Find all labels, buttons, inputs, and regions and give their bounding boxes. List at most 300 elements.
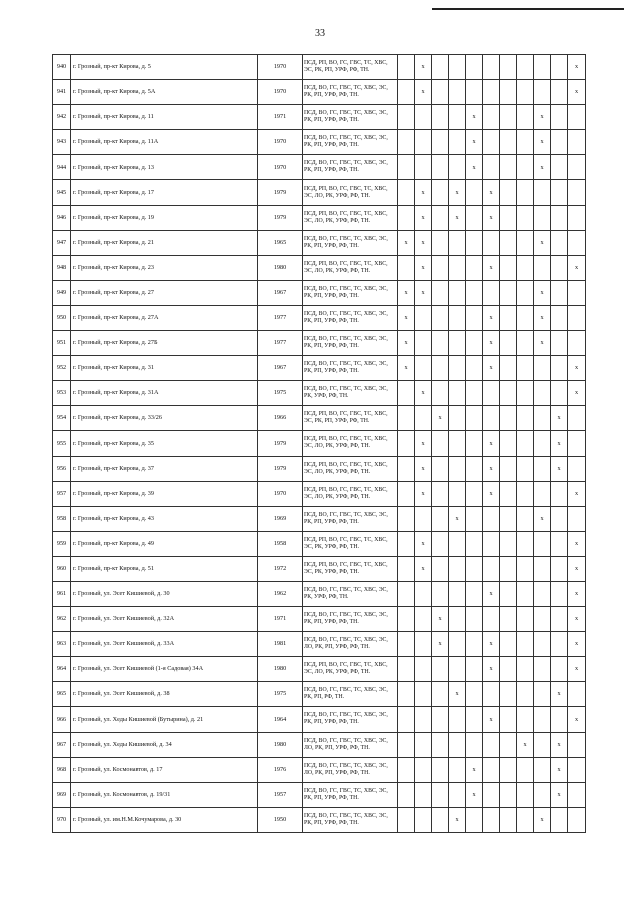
mark-cell xyxy=(534,707,551,732)
year-cell: 1964 xyxy=(258,707,303,732)
year-cell: 1975 xyxy=(258,682,303,707)
mark-cell xyxy=(415,632,432,657)
mark-cell xyxy=(534,481,551,506)
mark-cell xyxy=(534,556,551,581)
address-cell: г. Грозный, ул. Эсет Кишиевой, д. 30 xyxy=(71,581,258,606)
table-row xyxy=(53,406,586,431)
table-row xyxy=(53,305,586,330)
mark-cell xyxy=(415,682,432,707)
mark-cell: x xyxy=(398,356,415,381)
row-number: 952 xyxy=(53,356,71,381)
mark-cell xyxy=(500,506,517,531)
mark-cell: x xyxy=(568,55,586,80)
mark-cell xyxy=(449,732,466,757)
mark-cell: x xyxy=(534,807,551,832)
row-number: 953 xyxy=(53,381,71,406)
mark-cell: x xyxy=(449,807,466,832)
works-cell: ПСД, РП, ВО, ГС, ГВС, ТС, ХВС, ЭС, РК, УРФ, РФ, ТН. xyxy=(303,531,398,556)
mark-cell xyxy=(500,255,517,280)
mark-cell: x xyxy=(466,782,483,807)
mark-cell xyxy=(449,230,466,255)
mark-cell xyxy=(517,632,534,657)
mark-cell xyxy=(466,556,483,581)
mark-cell xyxy=(398,657,415,682)
address-cell: г. Грозный, ул. Хеды Кишиевой (Бутырина), д. 21 xyxy=(71,707,258,732)
mark-cell xyxy=(398,255,415,280)
mark-cell xyxy=(432,581,449,606)
mark-cell xyxy=(500,657,517,682)
table-row xyxy=(53,556,586,581)
year-cell: 1976 xyxy=(258,757,303,782)
mark-cell: x xyxy=(415,255,432,280)
mark-cell xyxy=(483,280,500,305)
mark-cell xyxy=(449,531,466,556)
mark-cell: x xyxy=(483,356,500,381)
works-cell: ПСД, РП, ВО, ГС, ГВС, ТС, ХВС, ЭС, ЛО, РК, УРФ, РФ, ТН. xyxy=(303,255,398,280)
mark-cell: x xyxy=(415,431,432,456)
table-row xyxy=(53,456,586,481)
mark-cell xyxy=(551,607,568,632)
mark-cell xyxy=(466,180,483,205)
mark-cell xyxy=(534,782,551,807)
mark-cell xyxy=(466,732,483,757)
mark-cell xyxy=(568,456,586,481)
mark-cell: x xyxy=(483,657,500,682)
row-number: 964 xyxy=(53,657,71,682)
mark-cell xyxy=(398,682,415,707)
mark-cell xyxy=(432,657,449,682)
mark-cell: x xyxy=(568,707,586,732)
mark-cell xyxy=(449,632,466,657)
mark-cell xyxy=(466,431,483,456)
row-number: 967 xyxy=(53,732,71,757)
mark-cell xyxy=(466,381,483,406)
table-row xyxy=(53,481,586,506)
mark-cell xyxy=(398,456,415,481)
mark-cell xyxy=(568,130,586,155)
mark-cell xyxy=(568,431,586,456)
mark-cell xyxy=(517,807,534,832)
address-cell: г. Грозный, пр-кт Кирова, д. 31А xyxy=(71,381,258,406)
table-row xyxy=(53,280,586,305)
mark-cell xyxy=(449,305,466,330)
mark-cell xyxy=(398,607,415,632)
mark-cell xyxy=(551,255,568,280)
mark-cell xyxy=(517,757,534,782)
mark-cell xyxy=(551,807,568,832)
address-cell: г. Грозный, пр-кт Кирова, д. 49 xyxy=(71,531,258,556)
mark-cell xyxy=(483,807,500,832)
mark-cell xyxy=(517,280,534,305)
mark-cell: x xyxy=(483,255,500,280)
mark-cell xyxy=(568,155,586,180)
works-cell: ПСД, ВО, ГС, ГВС, ТС, ХВС, ЭС, РК, РП, УРФ, РФ, ТН. xyxy=(303,155,398,180)
mark-cell xyxy=(466,607,483,632)
year-cell: 1980 xyxy=(258,657,303,682)
mark-cell xyxy=(432,255,449,280)
mark-cell xyxy=(432,707,449,732)
year-cell: 1970 xyxy=(258,55,303,80)
mark-cell xyxy=(432,80,449,105)
mark-cell xyxy=(500,782,517,807)
mark-cell xyxy=(534,255,551,280)
mark-cell xyxy=(466,255,483,280)
mark-cell xyxy=(415,607,432,632)
year-cell: 1979 xyxy=(258,205,303,230)
works-cell: ПСД, ВО, ГС, ГВС, ТС, ХВС, ЭС, РК, РП, УРФ, РФ, ТН. xyxy=(303,130,398,155)
mark-cell xyxy=(398,55,415,80)
mark-cell: x xyxy=(517,732,534,757)
mark-cell xyxy=(551,632,568,657)
table-row xyxy=(53,682,586,707)
row-number: 961 xyxy=(53,581,71,606)
mark-cell: x xyxy=(568,632,586,657)
mark-cell xyxy=(466,205,483,230)
mark-cell xyxy=(449,356,466,381)
year-cell: 1958 xyxy=(258,531,303,556)
mark-cell: x xyxy=(483,205,500,230)
top-rule xyxy=(432,8,624,10)
mark-cell: x xyxy=(568,255,586,280)
works-cell: ПСД, ВО, ГС, ГВС, ТС, ХВС, ЭС, РК, РП, УРФ, РФ, ТН. xyxy=(303,80,398,105)
mark-cell xyxy=(432,105,449,130)
row-number: 960 xyxy=(53,556,71,581)
mark-cell xyxy=(534,757,551,782)
mark-cell xyxy=(415,707,432,732)
mark-cell xyxy=(415,331,432,356)
mark-cell xyxy=(466,481,483,506)
mark-cell xyxy=(432,757,449,782)
mark-cell: x xyxy=(483,481,500,506)
mark-cell: x xyxy=(449,205,466,230)
works-cell: ПСД, ВО, ГС, ГВС, ТС, ХВС, ЭС, РК, РП, УРФ, РФ, ТН. xyxy=(303,707,398,732)
mark-cell xyxy=(398,757,415,782)
mark-cell xyxy=(517,782,534,807)
mark-cell: x xyxy=(449,682,466,707)
mark-cell xyxy=(517,130,534,155)
mark-cell xyxy=(534,581,551,606)
mark-cell xyxy=(466,707,483,732)
mark-cell: x xyxy=(568,531,586,556)
mark-cell xyxy=(432,732,449,757)
mark-cell: x xyxy=(483,456,500,481)
row-number: 963 xyxy=(53,632,71,657)
row-number: 942 xyxy=(53,105,71,130)
year-cell: 1970 xyxy=(258,80,303,105)
row-number: 943 xyxy=(53,130,71,155)
mark-cell xyxy=(517,531,534,556)
year-cell: 1957 xyxy=(258,782,303,807)
mark-cell: x xyxy=(483,431,500,456)
mark-cell xyxy=(551,506,568,531)
mark-cell xyxy=(466,305,483,330)
mark-cell xyxy=(517,506,534,531)
mark-cell xyxy=(534,80,551,105)
mark-cell: x xyxy=(551,732,568,757)
table-row xyxy=(53,180,586,205)
mark-cell xyxy=(415,757,432,782)
table-row xyxy=(53,205,586,230)
table-row xyxy=(53,230,586,255)
mark-cell xyxy=(517,581,534,606)
mark-cell xyxy=(483,381,500,406)
mark-cell xyxy=(415,657,432,682)
mark-cell xyxy=(398,707,415,732)
mark-cell xyxy=(500,305,517,330)
mark-cell xyxy=(500,280,517,305)
mark-cell: x xyxy=(483,331,500,356)
row-number: 950 xyxy=(53,305,71,330)
mark-cell xyxy=(568,305,586,330)
mark-cell xyxy=(483,55,500,80)
row-number: 941 xyxy=(53,80,71,105)
mark-cell xyxy=(517,556,534,581)
address-cell: г. Грозный, ул. Космонавтов, д. 19/31 xyxy=(71,782,258,807)
mark-cell xyxy=(500,155,517,180)
mark-cell xyxy=(568,682,586,707)
mark-cell xyxy=(483,757,500,782)
address-cell: г. Грозный, пр-кт Кирова, д. 31 xyxy=(71,356,258,381)
mark-cell: x xyxy=(398,230,415,255)
mark-cell xyxy=(534,55,551,80)
year-cell: 1970 xyxy=(258,481,303,506)
address-cell: г. Грозный, пр-кт Кирова, д. 5 xyxy=(71,55,258,80)
works-cell: ПСД, РП, ВО, ГС, ГВС, ТС, ХВС, ЭС, ЛО, РК, УРФ, РФ, ТН. xyxy=(303,456,398,481)
mark-cell xyxy=(483,732,500,757)
mark-cell: x xyxy=(534,305,551,330)
table-row xyxy=(53,607,586,632)
mark-cell xyxy=(517,381,534,406)
mark-cell: x xyxy=(568,381,586,406)
mark-cell: x xyxy=(568,607,586,632)
works-cell: ПСД, ВО, ГС, ГВС, ТС, ХВС, ЭС, ЛО, РК, РП, УРФ, РФ, ТН. xyxy=(303,757,398,782)
mark-cell xyxy=(500,581,517,606)
mark-cell xyxy=(517,456,534,481)
mark-cell xyxy=(432,356,449,381)
mark-cell xyxy=(517,331,534,356)
works-cell: ПСД, ВО, ГС, ГВС, ТС, ХВС, ЭС, РК, РП, УРФ, РФ, ТН. xyxy=(303,305,398,330)
mark-cell: x xyxy=(415,381,432,406)
mark-cell xyxy=(483,607,500,632)
row-number: 947 xyxy=(53,230,71,255)
address-cell: г. Грозный, пр-кт Кирова, д. 33/26 xyxy=(71,406,258,431)
works-cell: ПСД, РП, ВО, ГС, ГВС, ТС, ХВС, ЭС, ЛО, РК, УРФ, РФ, ТН. xyxy=(303,657,398,682)
mark-cell xyxy=(500,180,517,205)
mark-cell xyxy=(432,456,449,481)
mark-cell: x xyxy=(551,782,568,807)
mark-cell: x xyxy=(415,180,432,205)
year-cell: 1975 xyxy=(258,381,303,406)
mark-cell xyxy=(551,305,568,330)
year-cell: 1979 xyxy=(258,456,303,481)
year-cell: 1980 xyxy=(258,255,303,280)
mark-cell xyxy=(415,305,432,330)
row-number: 940 xyxy=(53,55,71,80)
year-cell: 1967 xyxy=(258,280,303,305)
mark-cell xyxy=(568,807,586,832)
mark-cell xyxy=(500,682,517,707)
mark-cell xyxy=(551,331,568,356)
mark-cell xyxy=(466,581,483,606)
mark-cell xyxy=(449,130,466,155)
mark-cell xyxy=(551,707,568,732)
row-number: 970 xyxy=(53,807,71,832)
table-row xyxy=(53,757,586,782)
mark-cell xyxy=(466,807,483,832)
mark-cell xyxy=(415,155,432,180)
mark-cell xyxy=(449,105,466,130)
mark-cell xyxy=(449,406,466,431)
mark-cell xyxy=(466,506,483,531)
mark-cell: x xyxy=(415,280,432,305)
mark-cell xyxy=(517,607,534,632)
mark-cell: x xyxy=(415,531,432,556)
mark-cell xyxy=(517,230,534,255)
mark-cell xyxy=(500,607,517,632)
mark-cell xyxy=(500,807,517,832)
mark-cell: x xyxy=(483,581,500,606)
mark-cell xyxy=(517,205,534,230)
year-cell: 1967 xyxy=(258,356,303,381)
mark-cell xyxy=(466,230,483,255)
year-cell: 1950 xyxy=(258,807,303,832)
works-cell: ПСД, ВО, ГС, ГВС, ТС, ХВС, ЭС, РК, РП, УРФ, РФ, ТН. xyxy=(303,356,398,381)
works-cell: ПСД, ВО, ГС, ГВС, ТС, ХВС, ЭС, РК, РП, УРФ, РФ, ТН. xyxy=(303,280,398,305)
mark-cell xyxy=(398,807,415,832)
mark-cell: x xyxy=(398,280,415,305)
mark-cell xyxy=(415,506,432,531)
mark-cell xyxy=(483,406,500,431)
mark-cell xyxy=(449,556,466,581)
year-cell: 1980 xyxy=(258,732,303,757)
mark-cell xyxy=(449,431,466,456)
mark-cell xyxy=(483,556,500,581)
mark-cell xyxy=(500,707,517,732)
address-cell: г. Грозный, ул. Хеды Кишиевой, д. 34 xyxy=(71,732,258,757)
mark-cell xyxy=(551,230,568,255)
works-cell: ПСД, РП, ВО, ГС, ГВС, ТС, ХВС, ЭС, ЛО, РК, УРФ, РФ, ТН. xyxy=(303,431,398,456)
table-row xyxy=(53,155,586,180)
mark-cell xyxy=(568,406,586,431)
mark-cell xyxy=(398,381,415,406)
mark-cell xyxy=(534,431,551,456)
table-row xyxy=(53,506,586,531)
works-cell: ПСД, ВО, ГС, ГВС, ТС, ХВС, ЭС, РК, РП, УРФ, РФ, ТН. xyxy=(303,782,398,807)
mark-cell xyxy=(551,180,568,205)
table-row xyxy=(53,80,586,105)
mark-cell xyxy=(483,80,500,105)
mark-cell: x xyxy=(415,481,432,506)
table-row xyxy=(53,356,586,381)
mark-cell xyxy=(449,707,466,732)
mark-cell xyxy=(483,105,500,130)
mark-cell xyxy=(500,732,517,757)
mark-cell xyxy=(432,807,449,832)
table-row xyxy=(53,581,586,606)
mark-cell: x xyxy=(534,230,551,255)
mark-cell xyxy=(466,456,483,481)
address-cell: г. Грозный, ул. Эсет Кишиевой, д. 32А xyxy=(71,607,258,632)
mark-cell xyxy=(568,757,586,782)
mark-cell xyxy=(500,331,517,356)
mark-cell xyxy=(432,205,449,230)
works-cell: ПСД, ВО, ГС, ГВС, ТС, ХВС, ЭС, РК, РП, РФ, ТН. xyxy=(303,682,398,707)
works-cell: ПСД, ВО, ГС, ГВС, ТС, ХВС, ЭС, РК, УРФ, РФ, ТН. xyxy=(303,381,398,406)
mark-cell: x xyxy=(568,80,586,105)
table-row xyxy=(53,331,586,356)
row-number: 955 xyxy=(53,431,71,456)
mark-cell xyxy=(398,431,415,456)
mark-cell: x xyxy=(415,456,432,481)
page-number: 33 xyxy=(315,28,325,39)
table-row xyxy=(53,782,586,807)
mark-cell: x xyxy=(568,481,586,506)
mark-cell xyxy=(534,406,551,431)
mark-cell: x xyxy=(466,757,483,782)
mark-cell: x xyxy=(551,406,568,431)
row-number: 959 xyxy=(53,531,71,556)
mark-cell xyxy=(534,180,551,205)
mark-cell xyxy=(551,381,568,406)
mark-cell xyxy=(551,657,568,682)
mark-cell: x xyxy=(568,356,586,381)
mark-cell xyxy=(415,782,432,807)
mark-cell xyxy=(483,531,500,556)
mark-cell xyxy=(483,682,500,707)
mark-cell xyxy=(449,757,466,782)
mark-cell xyxy=(500,531,517,556)
mark-cell xyxy=(483,130,500,155)
mark-cell xyxy=(466,280,483,305)
mark-cell xyxy=(466,331,483,356)
year-cell: 1970 xyxy=(258,130,303,155)
mark-cell: x xyxy=(551,431,568,456)
mark-cell xyxy=(432,531,449,556)
mark-cell xyxy=(551,481,568,506)
mark-cell xyxy=(398,481,415,506)
mark-cell xyxy=(432,180,449,205)
mark-cell: x xyxy=(415,205,432,230)
mark-cell xyxy=(398,205,415,230)
mark-cell xyxy=(398,531,415,556)
mark-cell xyxy=(500,356,517,381)
row-number: 969 xyxy=(53,782,71,807)
year-cell: 1971 xyxy=(258,607,303,632)
mark-cell xyxy=(398,632,415,657)
mark-cell xyxy=(398,782,415,807)
mark-cell: x xyxy=(551,682,568,707)
row-number: 966 xyxy=(53,707,71,732)
mark-cell: x xyxy=(568,581,586,606)
mark-cell xyxy=(568,230,586,255)
mark-cell xyxy=(534,732,551,757)
mark-cell xyxy=(500,556,517,581)
mark-cell xyxy=(568,506,586,531)
mark-cell xyxy=(466,657,483,682)
mark-cell xyxy=(534,531,551,556)
mark-cell xyxy=(432,280,449,305)
works-cell: ПСД, РП, ВО, ГС, ГВС, ТС, ХВС, ЭС, ЛО, РК, УРФ, РФ, ТН. xyxy=(303,180,398,205)
mark-cell xyxy=(517,305,534,330)
mark-cell xyxy=(568,205,586,230)
year-cell: 1979 xyxy=(258,431,303,456)
mark-cell xyxy=(534,632,551,657)
mark-cell xyxy=(432,230,449,255)
mark-cell: x xyxy=(415,230,432,255)
mark-cell xyxy=(500,105,517,130)
address-cell: г. Грозный, пр-кт Кирова, д. 27А xyxy=(71,305,258,330)
mark-cell xyxy=(500,757,517,782)
